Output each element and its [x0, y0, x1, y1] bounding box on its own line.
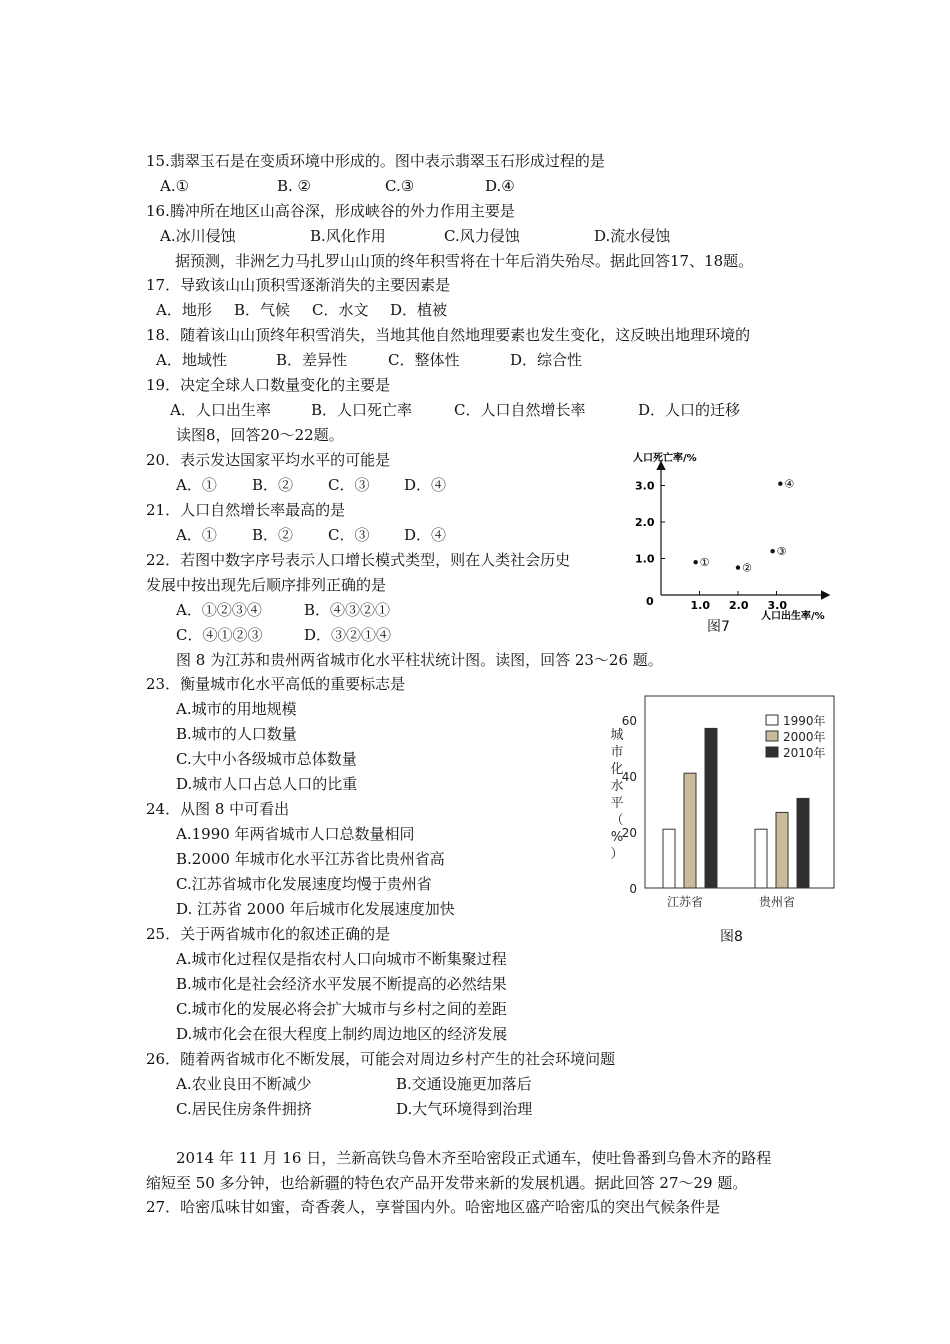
q20-stem: 20．表示发达国家平均水平的可能是	[146, 451, 391, 469]
x-tick-label: 1.0	[690, 599, 710, 612]
legend-swatch	[766, 715, 778, 725]
q16-option-c: C.风力侵蚀	[444, 227, 520, 245]
q24-option-d: D. 江苏省 2000 年后城市化发展速度加快	[176, 900, 455, 918]
q17-option-c: C．水文	[312, 301, 369, 319]
legend	[766, 713, 826, 760]
x-tick-label: 2.0	[729, 599, 749, 612]
q17-stem: 17．导致该山山顶积雪逐渐消失的主要因素是	[146, 276, 451, 294]
q25-option-d: D.城市化会在很大程度上制约周边地区的经济发展	[176, 1025, 508, 1043]
q24-option-a: A.1990 年两省城市人口总数量相同	[176, 825, 415, 843]
q19-option-b: B．人口死亡率	[311, 401, 413, 419]
y-tick-label: 3.0	[635, 479, 655, 493]
data-point-2	[736, 565, 740, 569]
q21-option-c: C．③	[328, 526, 370, 544]
q21-option-b: B．②	[252, 526, 294, 544]
y-label-char: 城	[610, 728, 624, 743]
intro-20-22: 读图8，回答20～22题。	[176, 426, 344, 444]
data-point-label-1: ①	[699, 556, 710, 570]
y-axis-label: 人口死亡率/%	[633, 453, 697, 464]
q18-option-a: A．地域性	[156, 351, 227, 369]
y-label-char: 化	[610, 762, 624, 777]
y-label-char: 市	[610, 745, 624, 760]
q26-option-c: C.居民住房条件拥挤	[176, 1100, 312, 1118]
y-label-char: ）	[610, 847, 624, 862]
data-point-label-4: ④	[784, 477, 795, 491]
legend-swatch	[766, 747, 778, 757]
y-label-char: 水	[610, 779, 624, 794]
q27-stem: 27．哈密瓜味甘如蜜，奇香袭人，享誉国内外。哈密地区盛产哈密瓜的突出气候条件是	[146, 1198, 721, 1216]
q21-option-a: A．①	[176, 526, 217, 544]
category-label: 江苏省	[666, 895, 704, 909]
q22-option-b: B．④③②①	[304, 601, 391, 619]
q18-option-b: B．差异性	[276, 351, 348, 369]
y-tick-label: 2.0	[635, 516, 655, 529]
q26-option-b: B.交通设施更加落后	[396, 1075, 532, 1093]
origin-label: 0	[646, 595, 654, 608]
legend-label: 2010年	[783, 746, 826, 760]
q22-option-a: A．①②③④	[176, 601, 262, 619]
q25-option-a: A.城市化过程仅是指农村人口向城市不断集聚过程	[176, 950, 507, 968]
data-point-4	[778, 481, 782, 485]
category-label: 贵州省	[758, 895, 796, 909]
y-label-char: （	[610, 813, 624, 828]
q26-stem: 26．随着两省城市化不断发展，可能会对周边乡村产生的社会环境问题	[146, 1050, 616, 1068]
q19-option-a: A．人口出生率	[170, 401, 271, 419]
q25-option-c: C.城市化的发展必将会扩大城市与乡村之间的差距	[176, 1000, 507, 1018]
q16-option-a: A.冰川侵蚀	[160, 227, 236, 245]
passage-27-line-1: 2014 年 11 月 16 日，兰新高铁乌鲁木齐至哈密段正式通车，使吐鲁番到乌鲁木齐的路程	[176, 1149, 772, 1167]
intro-23-26: 图 8 为江苏和贵州两省城市化水平柱状统计图。读图，回答 23～26 题。	[176, 651, 663, 669]
y-label-char: %	[610, 830, 624, 845]
q20-option-c: C．③	[328, 476, 370, 494]
q21-stem: 21．人口自然增长率最高的是	[146, 501, 346, 519]
q24-option-c: C.江苏省城市化发展速度均慢于贵州省	[176, 875, 432, 893]
q23-option-a: A.城市的用地规模	[176, 700, 297, 718]
q25-option-b: B.城市化是社会经济水平发展不断提高的必然结果	[176, 975, 507, 993]
figure-8-caption: 图8	[720, 929, 743, 945]
q22-stem-continued: 发展中按出现先后顺序排列正确的是	[146, 576, 387, 594]
q23-stem: 23．衡量城市化水平高低的重要标志是	[146, 675, 406, 693]
y-tick-label: 20	[621, 826, 637, 840]
figure-7-scatter-chart	[620, 445, 835, 630]
intro-17-18: 据预测，非洲乞力马扎罗山山顶的终年积雪将在十年后消失殆尽。据此回答17、18题。	[175, 252, 754, 270]
bar-江苏省-2000年	[684, 773, 696, 888]
q19-option-c: C．人口自然增长率	[454, 401, 586, 419]
figure-8-bar-chart	[600, 695, 840, 915]
y-tick-label: 60	[621, 714, 637, 728]
q15-option-d: D.④	[485, 177, 515, 195]
y-tick-label: 1.0	[635, 552, 655, 566]
q17-option-b: B．气候	[234, 301, 291, 319]
bar-江苏省-1990年	[663, 829, 675, 888]
x-tick-label: 3.0	[767, 599, 787, 612]
q15-option-a: A.①	[160, 177, 190, 195]
q22-option-c: C．④①②③	[176, 626, 263, 644]
y-tick-label: 40	[621, 770, 637, 784]
q16-option-b: B.风化作用	[310, 227, 386, 245]
q24-option-b: B.2000 年城市化水平江苏省比贵州省高	[176, 850, 445, 868]
figure-7-caption: 图7	[707, 619, 730, 635]
q20-option-a: A．①	[176, 476, 217, 494]
q22-option-d: D．③②①④	[304, 626, 392, 644]
y-tick-label: 0	[629, 882, 637, 896]
q25-stem: 25．关于两省城市化的叙述正确的是	[146, 925, 391, 943]
legend-label: 2000年	[783, 730, 826, 744]
data-point-label-2: ②	[742, 561, 752, 575]
q18-stem: 18．随着该山山顶终年积雪消失，当地其他自然地理要素也发生变化，这反映出地理环境的	[146, 326, 751, 344]
q17-option-d: D．植被	[390, 301, 448, 319]
y-label-char: 平	[610, 796, 624, 811]
q21-option-d: D．④	[404, 526, 447, 544]
q22-stem: 22．若图中数字序号表示人口增长模式类型，则在人类社会历史	[146, 551, 571, 569]
q20-option-b: B．②	[252, 476, 294, 494]
bar-贵州省-2010年	[797, 798, 809, 888]
legend-swatch	[766, 731, 778, 741]
bar-贵州省-2000年	[776, 812, 788, 888]
q16-option-d: D.流水侵蚀	[594, 227, 671, 245]
data-point-label-3: ③	[776, 545, 787, 559]
data-point-3	[770, 549, 774, 553]
q17-option-a: A．地形	[156, 301, 212, 319]
q23-option-c: C.大中小各级城市总体数量	[176, 750, 357, 768]
data-point-1	[693, 560, 697, 564]
q15-stem: 15.翡翠玉石是在变质环境中形成的。图中表示翡翠玉石形成过程的是	[146, 152, 605, 170]
legend-label: 1990年	[783, 714, 826, 728]
q15-option-b: B. ②	[277, 177, 312, 195]
y-axis-label	[610, 728, 623, 862]
q15-option-c: C.③	[385, 177, 415, 195]
q26-option-a: A.农业良田不断减少	[176, 1075, 312, 1093]
q26-option-d: D.大气环境得到治理	[396, 1100, 533, 1118]
bar-江苏省-2010年	[705, 728, 717, 888]
q19-option-d: D．人口的迁移	[638, 401, 741, 419]
q19-stem: 19．决定全球人口数量变化的主要是	[146, 376, 391, 394]
q20-option-d: D．④	[404, 476, 447, 494]
q18-option-c: C．整体性	[388, 351, 460, 369]
x-axis-label: 人口出生率/%	[761, 611, 825, 622]
q23-option-d: D.城市人口占总人口的比重	[176, 775, 358, 793]
q16-stem: 16.腾冲所在地区山高谷深，形成峡谷的外力作用主要是	[146, 202, 515, 220]
q23-option-b: B.城市的人口数量	[176, 725, 297, 743]
passage-27-line-2: 缩短至 50 多分钟，也给新疆的特色农产品开发带来新的发展机遇。据此回答 27～29 题。	[146, 1174, 748, 1192]
bar-贵州省-1990年	[755, 829, 767, 888]
q24-stem: 24．从图 8 中可看出	[146, 800, 290, 818]
q18-option-d: D．综合性	[510, 351, 583, 369]
